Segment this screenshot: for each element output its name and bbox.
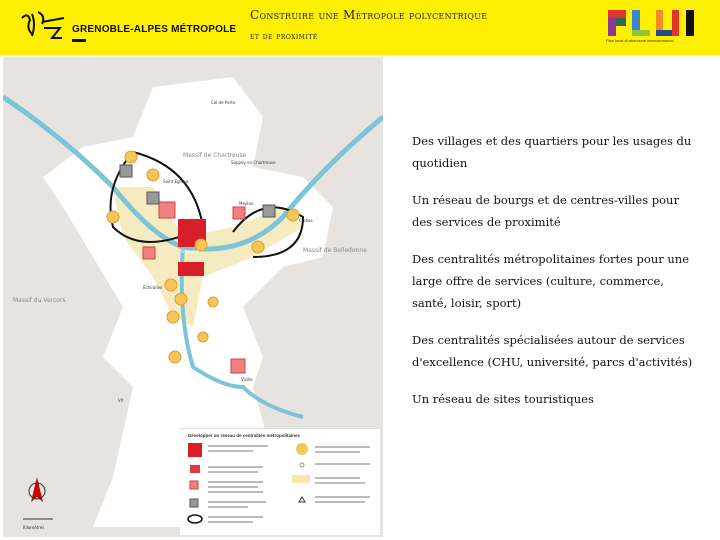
plui-subtitle: Plan local d'urbanisme intercommunal <box>606 38 674 43</box>
key-point: Un réseau de bourgs et de centres-villes pour des services de proximité <box>412 193 679 229</box>
marker-grey <box>120 165 132 177</box>
marker-grey <box>147 192 159 204</box>
north-arrow-icon <box>29 477 45 502</box>
scale-label: Kilomètres <box>23 525 45 530</box>
map-label: Massif de Chartreuse <box>183 152 247 159</box>
legend-symbols <box>180 439 380 537</box>
marker-pink <box>143 247 155 259</box>
key-point: Des centralités spécialisées autour de services d'excellence (CHU, université, parcs d'activités) <box>412 333 693 369</box>
key-point: Des centralités métropolitaines fortes pour une large offre de services (culture, commerce, santé, loisir, sport) <box>412 252 689 310</box>
marker-pink <box>159 202 175 218</box>
logo-bar <box>72 39 86 42</box>
marker-pink <box>231 359 245 373</box>
marker-pink <box>233 207 245 219</box>
map-label: Crolles <box>299 218 313 223</box>
map-label: Vif <box>118 398 124 403</box>
map-label: Vizille <box>241 377 253 382</box>
org-name: GRENOBLE-ALPES MÉTROPOLE <box>72 24 237 35</box>
map-label: Échirolles <box>143 285 163 290</box>
map-label: Massif du Vercors <box>13 297 66 304</box>
map-label: Saint Egrève <box>163 179 189 184</box>
map-label: Meylan <box>239 201 254 206</box>
centralities-map <box>3 57 383 537</box>
header-banner <box>0 0 720 55</box>
map-legend <box>180 428 380 535</box>
map-label: Col de Porte <box>211 100 236 105</box>
map-label: Massif de Belledonne <box>303 247 367 254</box>
page-title: Construire une Métropole polycentrique <box>250 8 488 22</box>
marker-grey <box>263 205 275 217</box>
legend-title: Développer un réseau de centralités métropolitaines <box>188 433 301 438</box>
map-label: Sappey en Chartreuse <box>231 160 276 165</box>
marker-red <box>178 262 204 276</box>
page-subtitle: et de proximité <box>250 32 318 42</box>
map-label: Grenoble <box>181 249 200 254</box>
key-points-list <box>412 130 702 425</box>
key-point: Des villages et des quartiers pour les usages du quotidien <box>412 134 692 170</box>
key-point: Un réseau de sites touristiques <box>412 392 594 406</box>
